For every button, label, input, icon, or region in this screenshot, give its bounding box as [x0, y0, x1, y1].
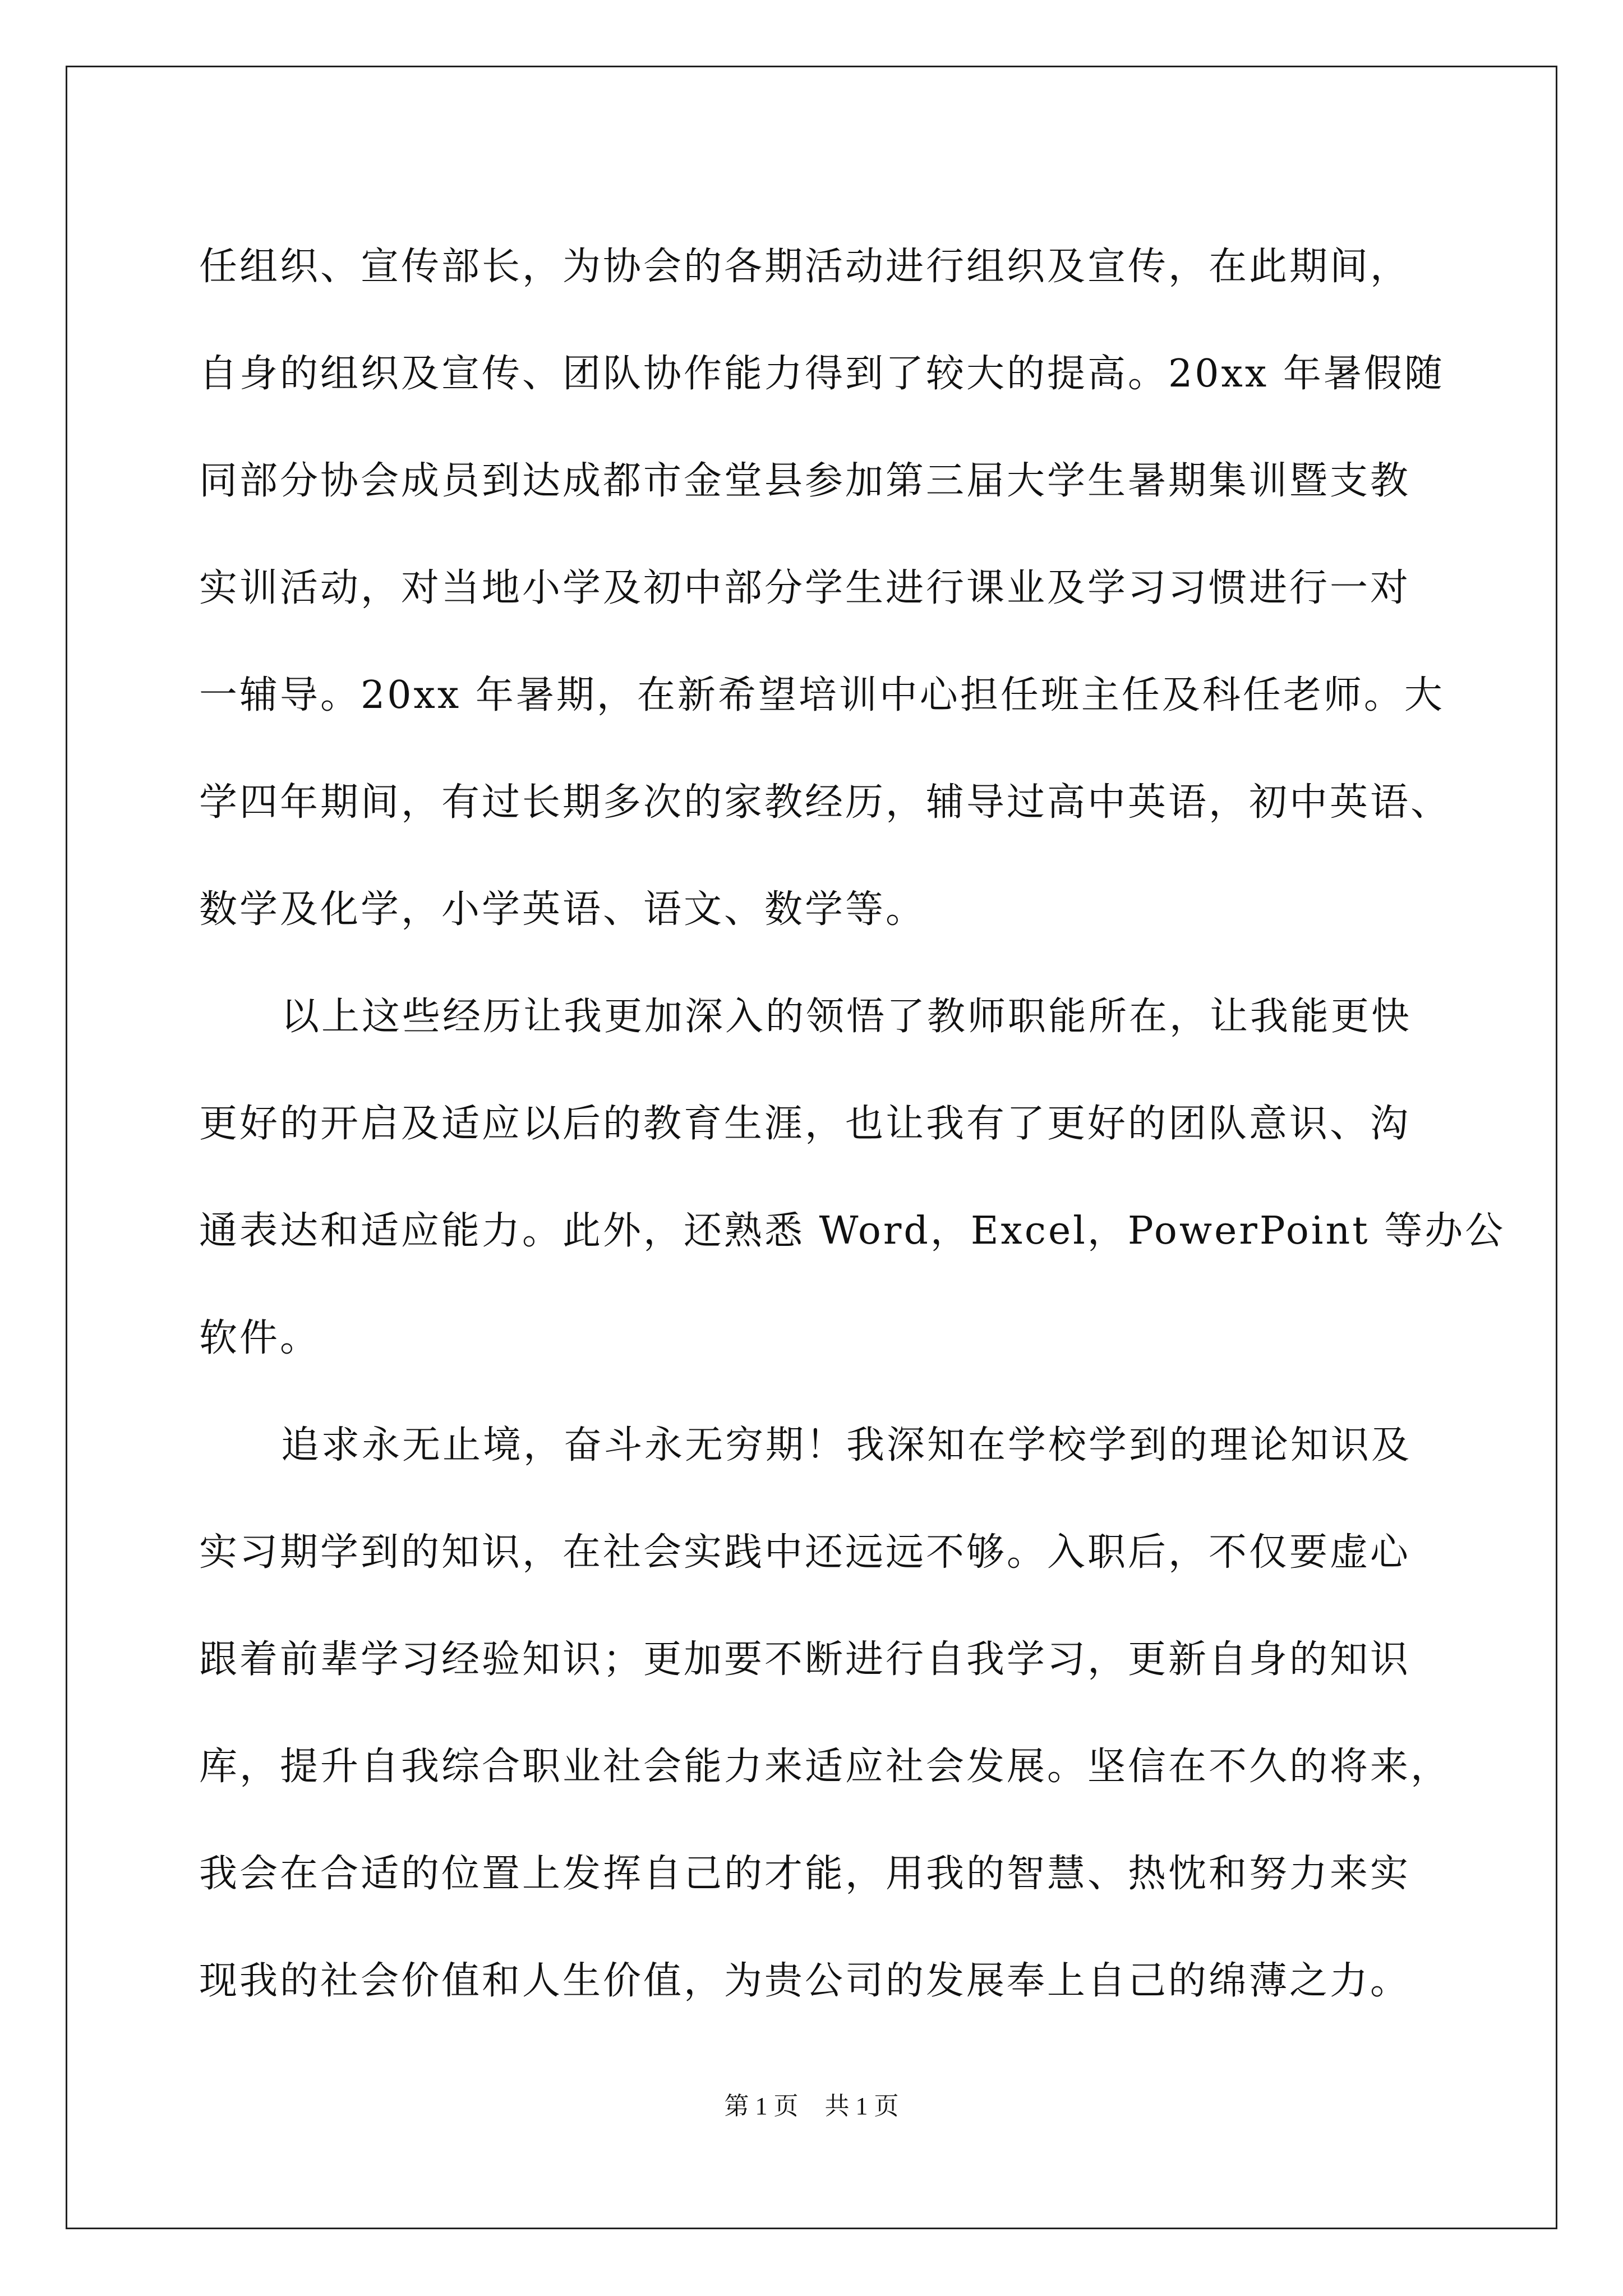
- text-line: 通表达和适应能力。此外，还熟悉 Word，Excel，PowerPoint 等办公: [199, 1209, 1506, 1253]
- text-line: 库，提升自我综合职业社会能力来适应社会发展。坚信在不久的将来，: [199, 1745, 1451, 1789]
- text-line: 我会在合适的位置上发挥自己的才能，用我的智慧、热忱和努力来实: [199, 1852, 1411, 1896]
- page-number: 第 1 页: [724, 2092, 799, 2120]
- text-line: 追求永无止境，奋斗永无穷期！我深知在学校学到的理论知识及: [281, 1423, 1412, 1467]
- text-line: 数学及化学，小学英语、语文、数学等。: [199, 887, 926, 932]
- page-total: 共 1 页: [824, 2092, 899, 2120]
- text-line: 自身的组织及宣传、团队协作能力得到了较大的提高。20xx 年暑假随: [199, 352, 1445, 396]
- page-footer: [0, 2086, 1623, 2122]
- text-line: 以上这些经历让我更加深入的领悟了教师职能所在，让我能更快: [281, 995, 1412, 1039]
- text-line: 现我的社会价值和人生价值，为贵公司的发展奉上自己的绵薄之力。: [199, 1959, 1411, 2003]
- text-line: 软件。: [199, 1316, 321, 1360]
- text-line: 任组织、宣传部长，为协会的各期活动进行组织及宣传，在此期间，: [199, 245, 1411, 289]
- text-line: 一辅导。20xx 年暑期，在新希望培训中心担任班主任及科任老师。大: [199, 673, 1445, 717]
- paragraph-experience: [199, 213, 1461, 963]
- document-body: [199, 213, 1506, 2035]
- text-line: 实训活动，对当地小学及初中部分学生进行课业及学习习惯进行一对: [199, 566, 1411, 610]
- text-line: 同部分协会成员到达成都市金堂县参加第三届大学生暑期集训暨支教: [199, 459, 1411, 503]
- text-line: 跟着前辈学习经验知识；更加要不断进行自我学习，更新自身的知识: [199, 1637, 1411, 1682]
- text-line: 实习期学到的知识，在社会实践中还远远不够。入职后，不仅要虚心: [199, 1530, 1411, 1575]
- text-line: 学四年期间，有过长期多次的家教经历，辅导过高中英语，初中英语、: [199, 780, 1451, 825]
- paragraph-skills: [199, 963, 1506, 1392]
- paragraph-conclusion: [199, 1392, 1461, 2035]
- text-line: 更好的开启及适应以后的教育生涯，也让我有了更好的团队意识、沟: [199, 1102, 1411, 1146]
